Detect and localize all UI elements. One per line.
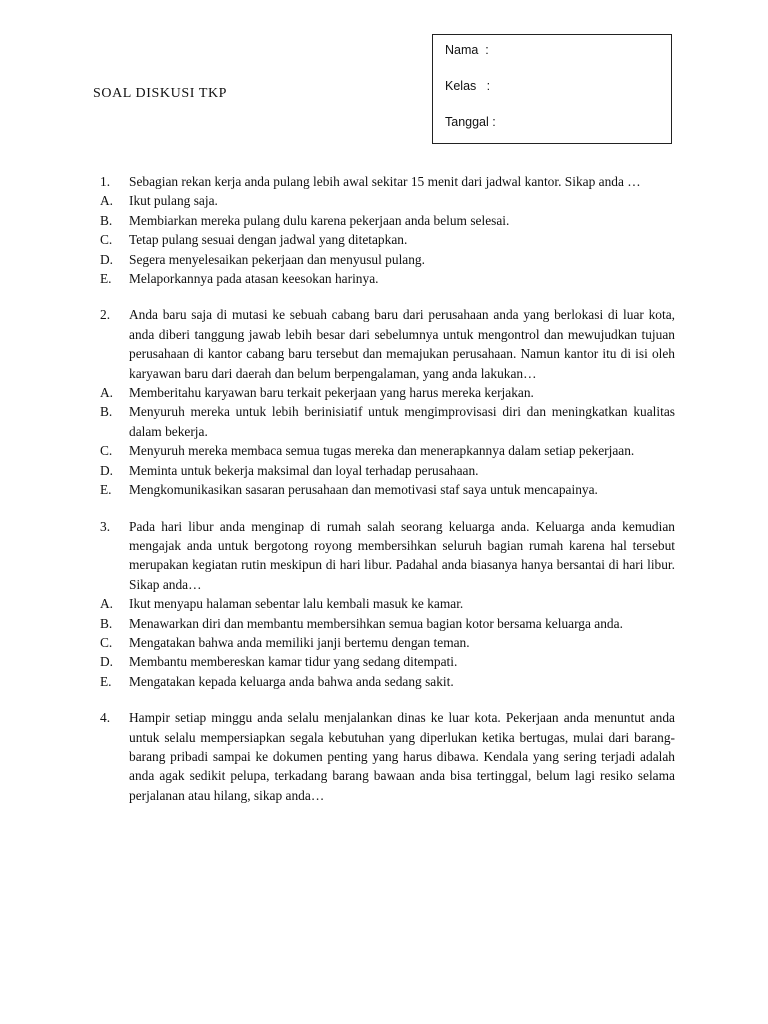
question-item bbox=[100, 517, 675, 692]
option-letter: D. bbox=[100, 251, 114, 267]
option-letter: A. bbox=[100, 596, 114, 612]
answer-option bbox=[100, 211, 675, 230]
answer-option bbox=[100, 614, 675, 633]
option-text: Membiarkan mereka pulang dulu karena pekerjaan anda belum selesai. bbox=[129, 212, 510, 228]
question-stem bbox=[100, 172, 675, 191]
option-letter: C. bbox=[100, 232, 113, 248]
option-letter: C. bbox=[100, 634, 113, 650]
answer-option bbox=[100, 250, 675, 269]
option-text: Segera menyelesaikan pekerjaan dan menyusul pulang. bbox=[129, 251, 425, 267]
option-letter: B. bbox=[100, 212, 113, 228]
answer-option bbox=[100, 402, 675, 441]
option-text: Membantu membereskan kamar tidur yang sedang ditempati. bbox=[129, 654, 458, 670]
question-stem bbox=[100, 305, 675, 383]
option-text: Meminta untuk bekerja maksimal dan loyal terhadap perusahaan. bbox=[129, 462, 479, 478]
answer-option bbox=[100, 480, 675, 499]
date-field-label: Tanggal : bbox=[445, 115, 496, 129]
option-text: Ikut menyapu halaman sebentar lalu kembali masuk ke kamar. bbox=[129, 596, 464, 612]
option-text: Tetap pulang sesuai dengan jadwal yang ditetapkan. bbox=[129, 232, 408, 248]
answer-option bbox=[100, 652, 675, 671]
question-number: 3. bbox=[100, 518, 111, 534]
answer-option bbox=[100, 230, 675, 249]
question-item bbox=[100, 708, 675, 805]
question-item bbox=[100, 172, 675, 288]
answer-option bbox=[100, 594, 675, 613]
option-letter: B. bbox=[100, 404, 113, 420]
question-number: 2. bbox=[100, 307, 111, 323]
option-letter: D. bbox=[100, 462, 114, 478]
question-text: Anda baru saja di mutasi ke sebuah cabang baru dari perusahaan anda yang berlokasi di luar kota, anda diberi tanggung jawab lebih besar dari sebelumnya untuk mengontrol dan mewujudkan tujuan perusahaan di kantor cabang baru tersebut dan memajukan perusahaan. Namun kantor itu di isi oleh karyawan baru dari daerah dan belum berpengalaman, yang anda lakukan… bbox=[129, 307, 675, 381]
question-number: 1. bbox=[100, 174, 111, 189]
name-field-label: Nama : bbox=[445, 43, 489, 57]
answer-option bbox=[100, 461, 675, 480]
option-letter: A. bbox=[100, 385, 114, 401]
question-number: 4. bbox=[100, 710, 111, 726]
identity-box bbox=[432, 34, 672, 144]
option-text: Melaporkannya pada atasan keesokan harinya. bbox=[129, 271, 379, 287]
class-field-label: Kelas : bbox=[445, 79, 491, 93]
option-letter: C. bbox=[100, 443, 113, 459]
question-text: Pada hari libur anda menginap di rumah salah seorang keluarga anda. Keluarga anda kemudian mengajak anda untuk bergotong royong membersihkan seluruh bagian rumah karena hal tersebut merupakan kegiatan rutin meskipun di hari libur. Padahal anda biasanya hanya bersantai di hari libur. Sikap anda… bbox=[129, 518, 675, 592]
answer-option bbox=[100, 191, 675, 210]
option-letter: A. bbox=[100, 193, 114, 209]
option-text: Memberitahu karyawan baru terkait pekerjaan yang harus mereka kerjakan. bbox=[129, 385, 534, 401]
option-letter: D. bbox=[100, 654, 114, 670]
answer-option bbox=[100, 383, 675, 402]
question-list bbox=[100, 172, 675, 822]
option-letter: B. bbox=[100, 615, 113, 631]
option-letter: E. bbox=[100, 482, 112, 498]
option-text: Menawarkan diri dan membantu membersihkan semua bagian kotor bersama keluarga anda. bbox=[129, 615, 623, 631]
answer-option bbox=[100, 633, 675, 652]
option-text: Ikut pulang saja. bbox=[129, 193, 218, 209]
page-title: SOAL DISKUSI TKP bbox=[93, 86, 228, 101]
question-stem bbox=[100, 517, 675, 595]
answer-option bbox=[100, 672, 675, 691]
option-letter: E. bbox=[100, 673, 112, 689]
option-letter: E. bbox=[100, 271, 112, 287]
option-text: Mengatakan bahwa anda memiliki janji bertemu dengan teman. bbox=[129, 634, 470, 650]
option-text: Mengatakan kepada keluarga anda bahwa anda sedang sakit. bbox=[129, 673, 454, 689]
option-text: Menyuruh mereka untuk lebih berinisiatif untuk mengimprovisasi diri dan meningkatkan kualitas dalam bekerja. bbox=[129, 404, 675, 439]
option-text: Menyuruh mereka membaca semua tugas mereka dan menerapkannya dalam setiap pekerjaan. bbox=[129, 443, 635, 459]
question-text: Sebagian rekan kerja anda pulang lebih awal sekitar 15 menit dari jadwal kantor. Sikap anda … bbox=[129, 174, 641, 189]
answer-option bbox=[100, 269, 675, 288]
question-item bbox=[100, 305, 675, 499]
question-text: Hampir setiap minggu anda selalu menjalankan dinas ke luar kota. Pekerjaan anda menuntut anda untuk selalu mempersiapkan segala kebutuhan yang diperlukan ketika bertugas, mulai dari barang-barang pribadi sampai ke dokumen penting yang harus dibawa. Kendala yang sering terjadi adalah anda agak sedikit pelupa, terkadang barang bawaan anda bisa tertinggal, belum lagi resiko selama perjalanan atau hilang, sikap anda… bbox=[129, 710, 675, 803]
option-text: Mengkomunikasikan sasaran perusahaan dan memotivasi staf saya untuk mencapainya. bbox=[129, 482, 598, 498]
answer-option bbox=[100, 441, 675, 460]
question-stem bbox=[100, 708, 675, 805]
